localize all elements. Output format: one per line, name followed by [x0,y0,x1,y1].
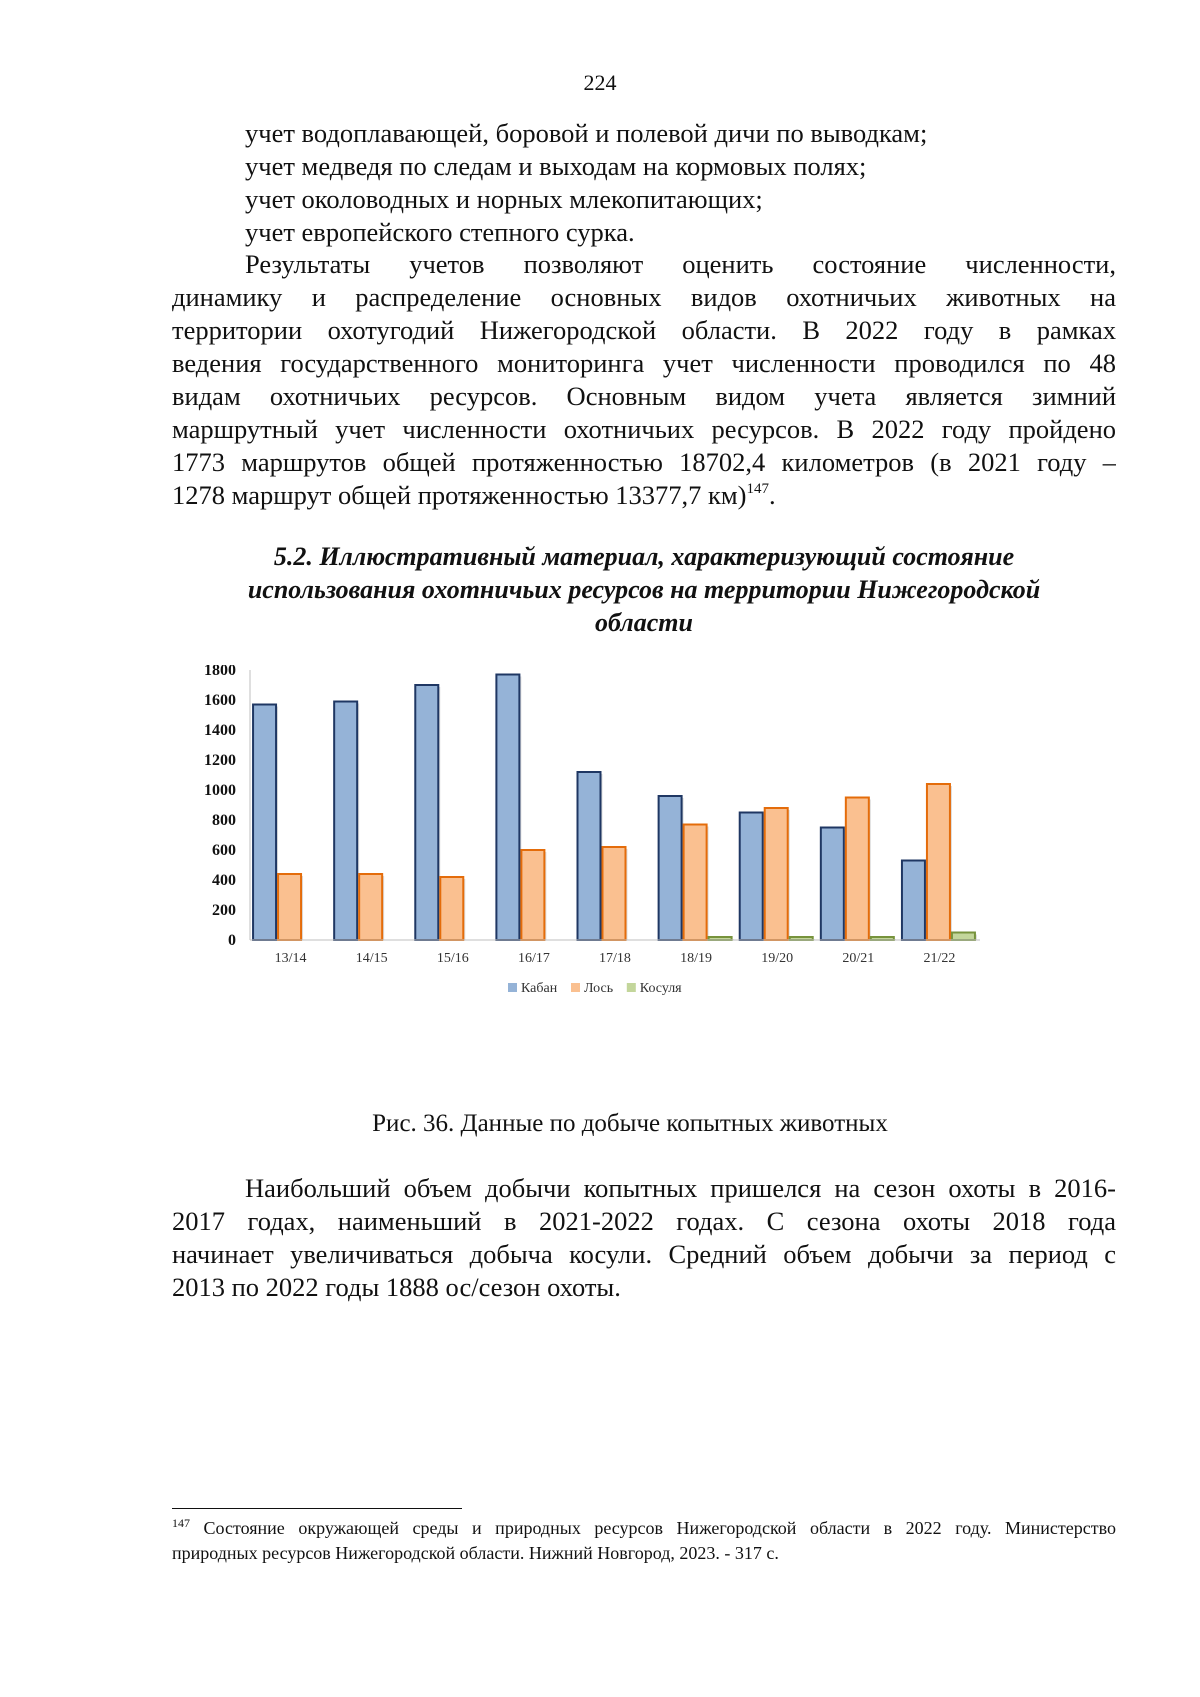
bullet-item: учет медведя по следам и выходам на кормовых полях; [245,151,867,181]
page-number: 224 [583,70,617,95]
bullet-item: учет водоплавающей, боровой и полевой дичи по выводкам; [245,118,928,148]
bar-Кабан [415,685,438,940]
x-tick-label: 19/20 [761,951,794,966]
paragraph-results [172,248,1116,512]
footnote-divider [172,1508,462,1509]
x-tick-label: 15/16 [436,951,469,966]
bullet-item: учет околоводных и норных млекопитающих; [245,184,763,214]
x-tick-label: 17/18 [599,951,631,966]
bar-Кабан [821,828,844,941]
bar-Лось [603,847,626,940]
sentence-end: . [769,480,776,510]
bar-Лось [521,850,544,940]
paragraph-summary [172,1172,1116,1304]
legend-swatch [571,983,580,992]
bar-Лось [927,784,950,940]
y-tick-label: 1000 [204,782,236,799]
paragraph-line: динамику и распределение основных видов охотничьих животных на [172,282,1116,312]
y-tick-label: 1800 [204,665,236,679]
x-tick-label: 14/15 [355,951,388,966]
x-tick-label: 21/22 [923,951,956,966]
heading-line: 5.2. Иллюстративный материал, характеризующий состояние [273,542,1015,571]
y-tick-label: 1600 [204,692,236,709]
paragraph-line: 1773 маршрутов общей протяженностью 18702,4 километров (в 2021 году – [172,447,1116,477]
bullet-list [172,117,1116,249]
paragraph-line: 2017 годах, наименьший в 2021-2022 годах. С сезона охоты 2018 года [172,1206,1116,1236]
paragraph-line: Результаты учетов позволяют оценить состояние численности, [245,249,1116,279]
paragraph-line: маршрутный учет численности охотничьих ресурсов. В 2022 году пройдено [172,414,1116,444]
paragraph-line: ведения государственного мониторинга учет численности проводился по 48 [172,348,1116,378]
section-heading [172,540,1116,639]
bar-Косуля [952,933,975,941]
bar-Лось [846,798,869,941]
x-tick-label: 20/21 [842,951,875,966]
y-tick-label: 1200 [204,752,236,769]
legend-label: Косуля [639,981,682,996]
legend-label: Кабан [521,981,558,996]
paragraph-line: видам охотничьих ресурсов. Основным видом учета является зимний [172,381,1116,411]
heading-line: области [595,608,693,637]
y-tick-label: 800 [212,812,236,829]
paragraph-line: Наибольший объем добычи копытных пришелся на сезон охоты в 2016- [245,1173,1116,1203]
heading-line: использования охотничьих ресурсов на территории Нижегородской [247,575,1041,604]
bar-Кабан [334,702,357,941]
paragraph-line: начинает увеличиваться добыча косули. Средний объем добычи за период с [172,1239,1116,1269]
footnote-text: Состояние окружающей среды и природных ресурсов Нижегородской области в 2022 году. Министерство [190,1518,1116,1538]
bar-Лось [440,877,463,940]
legend-label: Лось [584,981,614,996]
y-tick-label: 0 [228,932,236,949]
chart-svg [195,665,1095,1100]
figure-caption: Рис. 36. Данные по добыче копытных животных [372,1110,888,1137]
y-tick-label: 400 [212,872,236,889]
footnote [172,1516,1116,1566]
bar-Лось [359,874,382,940]
footnote-reference[interactable]: 147 [746,481,770,497]
footnote-line [172,1516,1116,1541]
bar-Кабан [253,705,276,941]
bullet-item: учет европейского степного сурка. [245,217,635,247]
bar-Лось [765,808,788,940]
footnote-line: природных ресурсов Нижегородской области. Нижний Новгород, 2023. - 317 с. [172,1543,779,1563]
bar-Кабан [740,813,763,941]
bar-Лось [684,825,707,941]
bar-Кабан [496,675,519,941]
harvest-bar-chart [195,665,1095,1100]
bar-Кабан [902,861,925,941]
y-tick-label: 200 [212,902,236,919]
bar-Кабан [578,772,601,940]
bar-Кабан [659,796,682,940]
paragraph-last-line [172,479,1116,512]
legend-swatch [508,983,517,992]
legend-swatch [627,983,636,992]
paragraph-line: 2013 по 2022 годы 1888 ос/сезон охоты. [172,1272,621,1302]
paragraph-line: 1278 маршрут общей протяженностью 13377,7 км) [172,480,747,510]
y-tick-label: 1400 [204,722,236,739]
footnote-number: 147 [172,1516,190,1530]
x-tick-label: 18/19 [680,951,713,966]
y-tick-label: 600 [212,842,236,859]
x-tick-label: 13/14 [274,951,307,966]
bar-Лось [278,874,301,940]
paragraph-line: территории охотугодий Нижегородской области. В 2022 году в рамках [172,315,1116,345]
x-tick-label: 16/17 [517,951,550,966]
